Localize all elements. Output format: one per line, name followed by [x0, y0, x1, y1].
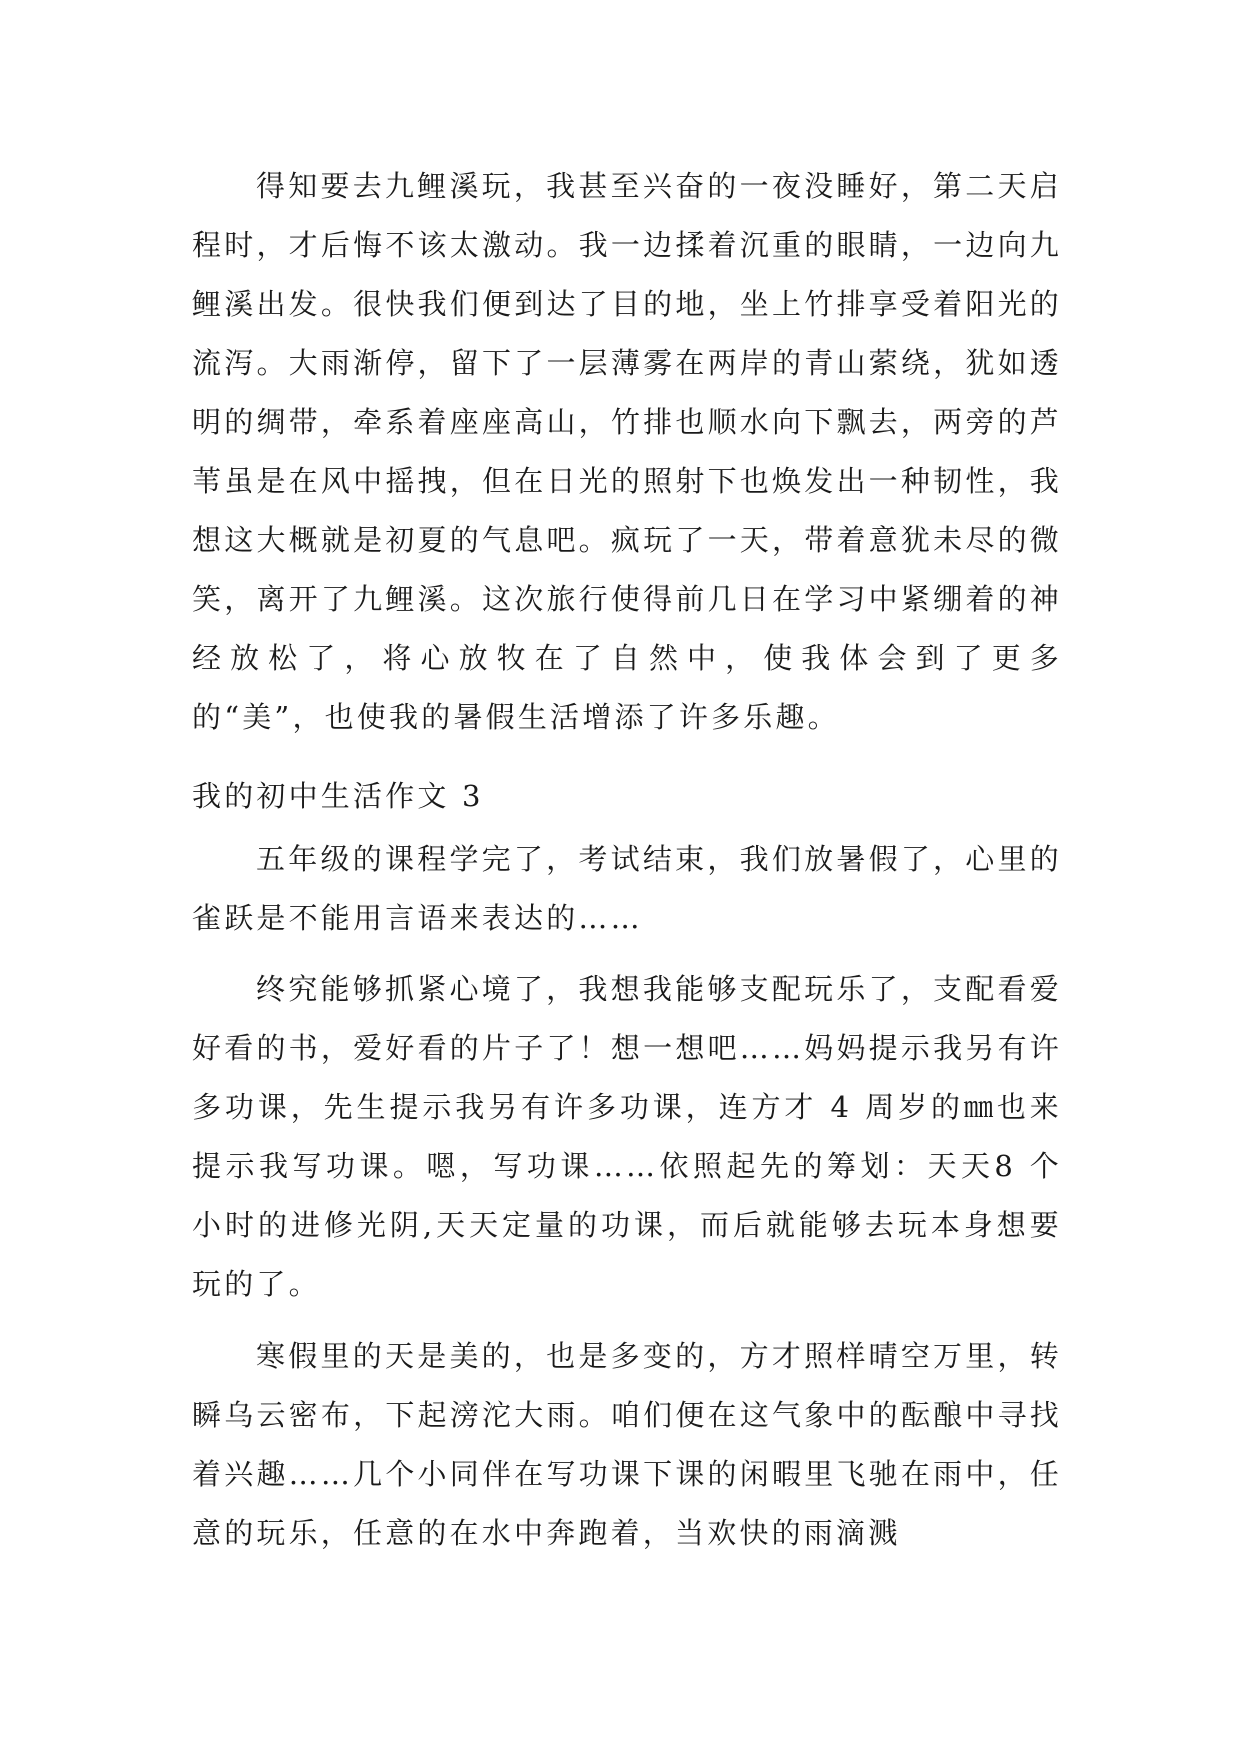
- paragraph-homework-plan: 终究能够抓紧心境了，我想我能够支配玩乐了，支配看爱好看的书，爱好看的片子了！想一想吧……妈妈提示我另有许多功课，先生提示我另有许多功课，连方才 4 周岁的㎜也来提示我写功课。嗯，写功课……依照起先的筹划：天天8 个小时的进修光阴,天天定量的功课，而后就能够去玩本身想要玩的了。: [192, 972, 1062, 1301]
- paragraph-rainy-weather: 寒假里的天是美的，也是多变的，方才照样晴空万里，转瞬乌云密布，下起滂沱大雨。咱们便在这气象中的酝酿中寻找着兴趣……几个小同伴在写功课下课的闲暇里飞驰在雨中，任意的玩乐，任意的在水中奔跑着，当欢快的雨滴溅: [192, 1339, 1062, 1550]
- essay-heading: 我的初中生活作文 3: [192, 779, 484, 813]
- paragraph-summer-break: 五年级的课程学完了，考试结束，我们放暑假了，心里的雀跃是不能用言语来表达的……: [192, 842, 1062, 935]
- paragraph-jiulixi-trip: 得知要去九鲤溪玩，我甚至兴奋的一夜没睡好，第二天启程时，才后悔不该太激动。我一边揉着沉重的眼睛，一边向九鲤溪出发。很快我们便到达了目的地，坐上竹排享受着阳光的流泻。大雨渐停，留下了一层薄雾在两岸的青山萦绕，犹如透明的绸带，牵系着座座高山，竹排也顺水向下飘去，两旁的芦苇虽是在风中摇拽，但在日光的照射下也焕发出一种韧性，我想这大概就是初夏的气息吧。疯玩了一天，带着意犹未尽的微笑，离开了九鲤溪。这次旅行使得前几日在学习中紧绷着的神经放松了，将心放牧在了自然中，使我体会到了更多的“美”，也使我的暑假生活增添了许多乐趣。: [192, 169, 1062, 734]
